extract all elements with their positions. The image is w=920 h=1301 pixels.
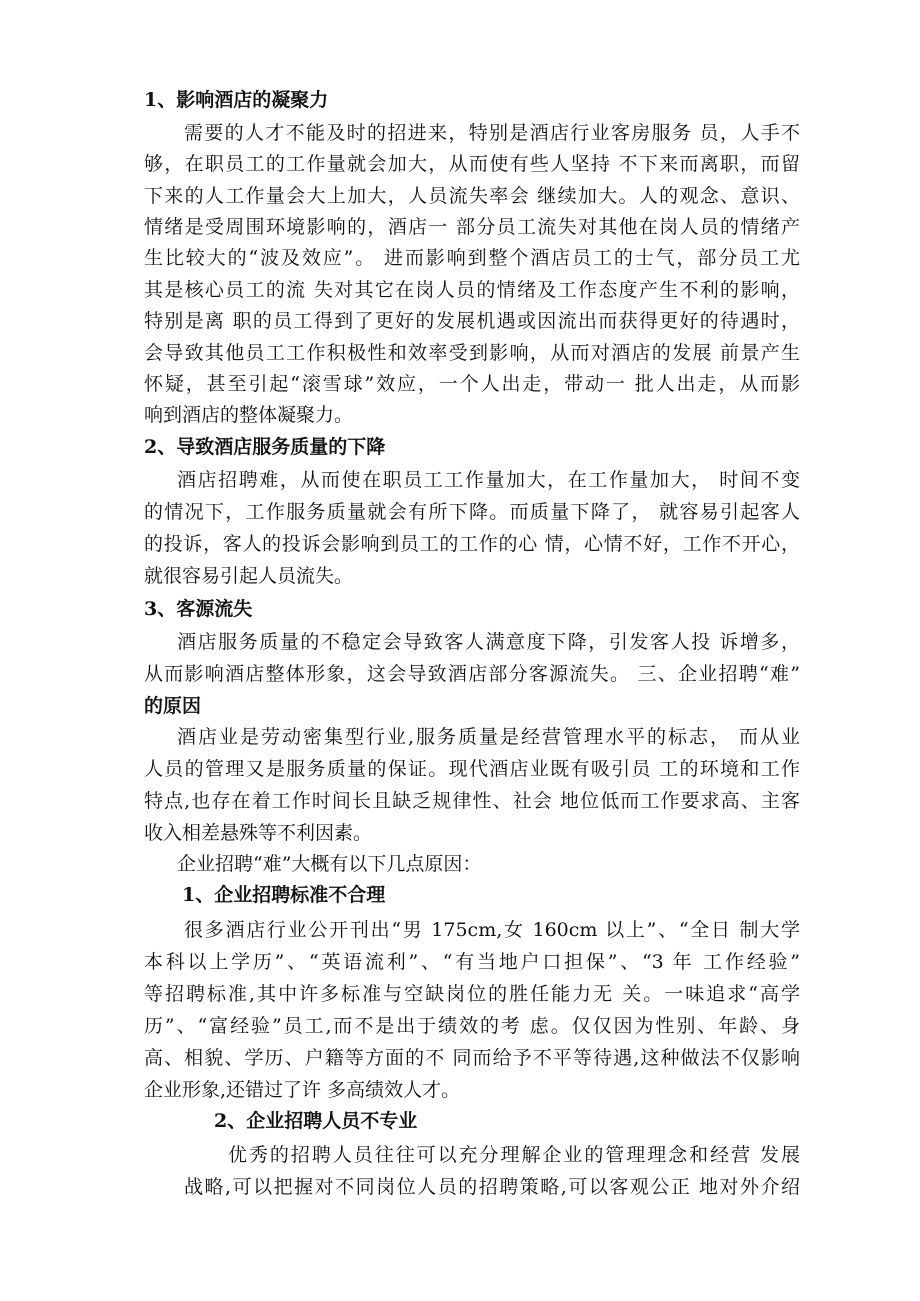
- heading-reasons: 的原因: [144, 695, 202, 717]
- heading-standards: 1、企业招聘标准不合理: [182, 884, 386, 906]
- heading-customer-loss: 3、客源流失: [144, 598, 253, 620]
- paragraph-line: 够，在职员工的工作量就会加大，从而使有些人坚持 不下来而离职，而留: [144, 153, 800, 175]
- paragraph-line: 就很容易引起人员流失。: [144, 565, 354, 587]
- heading-cohesion: 1、影响酒店的凝聚力: [144, 89, 329, 111]
- paragraph-line: 人员的管理又是服务质量的保证。现代酒店业既有吸引员 工的环境和工作: [144, 758, 800, 780]
- paragraph-line: 收入相差悬殊等不利因素。: [144, 822, 373, 844]
- paragraph-line: 很多酒店行业公开刊出“男 175cm,女 160cm 以上”、“全日 制大学: [184, 919, 800, 941]
- paragraph-line: 响到酒店的整体凝聚力。: [144, 404, 354, 426]
- paragraph-line: 企业招聘“难”大概有以下几点原因：: [177, 853, 482, 875]
- paragraph-line: 特别是离 职的员工得到了更好的发展机遇或因流出而获得更好的待遇时，: [144, 310, 800, 332]
- paragraph-line: 需要的人才不能及时的招进来，特别是酒店行业客房服务 员，人手不: [184, 122, 800, 144]
- paragraph-line: 酒店服务质量的不稳定会导致客人满意度下降，引发客人投 诉增多，: [177, 631, 800, 653]
- paragraph-line: 的情况下，工作服务质量就会有所下降。而质量下降了， 就容易引起客人: [144, 501, 800, 523]
- paragraph-line: 酒店业是劳动密集型行业,服务质量是经营管理水平的标志， 而从业: [177, 726, 800, 748]
- paragraph-line: 历”、“富经验”员工,而不是出于绩效的考 虑。仅仅因为性别、年龄、身: [144, 1015, 800, 1037]
- paragraph-line: 下来的人工作量会大上加大，人员流失率会 继续加大。人的观念、意识、: [144, 185, 800, 207]
- paragraph-line: 从而影响酒店整体形象，这会导致酒店部分客源流失。 三、企业招聘“难”: [144, 663, 800, 685]
- paragraph-line: 酒店招聘难，从而使在职员工工作量加大，在工作量加大， 时间不变: [177, 469, 800, 491]
- paragraph-line: 优秀的招聘人员往往可以充分理解企业的管理理念和经营 发展: [228, 1144, 800, 1166]
- paragraph-line: 高、相貌、学历、户籍等方面的不 同而给予不平等待遇,这种做法不仅影响: [144, 1047, 800, 1069]
- heading-recruiters: 2、企业招聘人员不专业: [214, 1110, 418, 1132]
- paragraph-line: 特点,也存在着工作时间长且缺乏规律性、社会 地位低而工作要求高、主客: [144, 790, 800, 812]
- paragraph-line: 的投诉，客人的投诉会影响到员工的工作的心 情，心情不好，工作不开心，: [144, 533, 800, 555]
- paragraph-line: 会导致其他员工工作积极性和效率受到影响，从而对酒店的发展 前景产生: [144, 342, 800, 364]
- paragraph-line: 等招聘标准,其中许多标准与空缺岗位的胜任能力无 关。一味追求“高学: [144, 983, 800, 1005]
- paragraph-line: 生比较大的“波及效应”。 进而影响到整个酒店员工的士气，部分员工尤: [144, 247, 800, 269]
- paragraph-line: 战略,可以把握对不同岗位人员的招聘策略,可以客观公正 地对外介绍: [184, 1176, 800, 1198]
- paragraph-line: 其是核心员工的流 失对其它在岗人员的情绪及工作态度产生不利的影响，: [144, 279, 800, 301]
- paragraph-line: 怀疑，甚至引起“滚雪球”效应，一个人出走，带动一 批人出走，从而影: [144, 373, 800, 395]
- paragraph-line: 企业形象,还错过了许 多高绩效人才。: [144, 1079, 461, 1101]
- heading-service-quality: 2、导致酒店服务质量的下降: [144, 436, 386, 458]
- paragraph-line: 本科以上学历”、“英语流利”、“有当地户口担保”、“3 年 工作经验”: [144, 951, 800, 973]
- paragraph-line: 情绪是受周围环境影响的，酒店一 部分员工流失对其他在岗人员的情绪产: [144, 216, 800, 238]
